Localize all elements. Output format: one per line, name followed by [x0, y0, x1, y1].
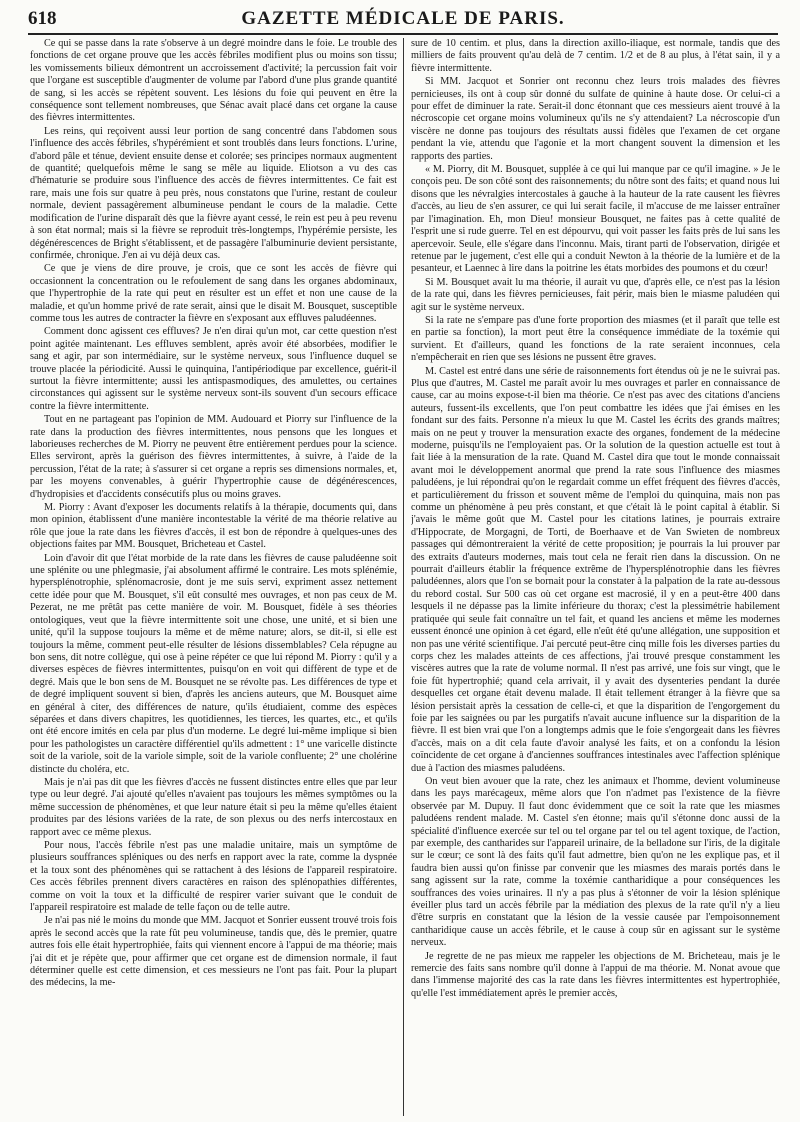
paragraph: Si la rate ne s'empare pas d'une forte proportion des miasmes (et il paraît que telle est en partie sa fonction), la mort peut être la conséquence immédiate de la toxémie qui survient. Et d'ailleurs, quand les fonctions de la rate seraient inconnues, cela n'empêcherait en rien que ses lésions ne pussent être graves. — [411, 314, 780, 364]
paragraph: M. Piorry : Avant d'exposer les documents relatifs à la thérapie, documents qui, dans mon opinion, établissent d'une manière incontestable la vérité de ma théorie relative au rôle que joue la rate dans les fièvres d'accès, il est bon de répondre à quelques-unes des objections faites par MM. Bousquet, Bricheteau et Castel. — [30, 502, 397, 551]
header-rule — [28, 33, 778, 35]
paragraph: Les reins, qui reçoivent aussi leur portion de sang concentré dans l'abdomen sous l'influence des accès fébriles, s'hypérémient et sont troublés dans leurs fonctions. L'urine, d'abord pâle et ténue, devient ensuite dense et colorée; ses principes normaux augmentent de quantité; quelquefois même le sang se mêle au liquide. Eliotson a vu des cas d'hématurie se produire sous l'influence des accès de fièvres intermittentes. Ce fait est rare, mais une fois sur quatre à peu près, nous constatons que l'urine, restant de couleur normale, devient passagèrement albumineuse pendant le cours de la maladie. Cette modification de l'urine disparaît dès que la fièvre ayant cessé, le rein est peu à peu revenu à son état normal; mais si la fièvre se reproduit très-longtemps, l'hypérémie persiste, les dégénérescences de Bright s'établissent, et de passagère l'albuminurie devient persistante, confirmée, chronique. J'en ai vu déjà deux cas. — [30, 125, 397, 261]
paragraph: Ce que je viens de dire prouve, je crois, que ce sont les accès de fièvre qui occasionnent la concentration ou le refoulement de sang dans les organes abdominaux, que l'hypertrophie de la rate qui peut en résulter est un effet et non une cause de la maladie, et qu'un homme privé de rate serait, ainsi que le disait M. Bousquet, susceptible comme tous les autres de contracter la fièvre en s'exposant aux effluves paludéennes. — [30, 263, 397, 324]
paragraph: On veut bien avouer que la rate, chez les animaux et l'homme, devient volumineuse dans les pays marécageux, même alors que l'on n'admet pas l'existence de la fièvre observée par M. Dupuy. Il faut donc évidemment que ce soit la rate que les miasmes paludéens rendent malade. M. Castel s'en étonne; mais qu'il s'étonne donc aussi de la spécialité d'influence exercée sur tel ou tel organe par tel ou tel agent toxique, de l'action, par exemple, des cantharides sur l'appareil urinaire, de la belladone sur l'iris, de la digitale sur le cœur; ce sont là des faits qu'il faut admettre, bien qu'on ne les explique pas, et il faudra bien aussi qu'on finisse par convenir que les miasmes des marais portés dans le sang agissent sur la rate, comme la toxémie cantharidique a pour conséquences les souffrances des voies urinaires. Il n'y a pas plus à s'étonner de voir la lésion splénique éveiller plus tard un accès fébrile par la médiation des plexus de la rate qu'il n'y a lieu d'être surpris en constatant que la lésion de la vessie causée par l'empoisonnement cantharidique cause un accès fébrile, et le cause à coup sûr en agissant sur le système nerveux. — [411, 775, 780, 949]
paragraph: sure de 10 centim. et plus, dans la direction axillo-iliaque, est normale, tandis que des milliers de faits prouvent qu'au delà de 7 centim. 1/2 et de 8 au plus, à l'état sain, il y a fièvre intermittente. — [411, 38, 780, 74]
paragraph: Si MM. Jacquot et Sonrier ont reconnu chez leurs trois malades des fièvres pernicieuses, ils ont à coup sûr donné du sulfate de quinine à haute dose. Or celui-ci a pour effet de diminuer la rate. Serait-il donc étonnant que ces messieurs aient trouvé à la nécroscopie cet organe moins volumineux qu'ils ne s'y attendaient? La nécroscopie d'un viscère ne donne pas toujours des résultats aussi fidèles que l'examen de cet organe pendant la vie, attendu que l'agonie et la mort changent souvent la dimension et les rapports des parties. — [411, 76, 780, 162]
left-column — [30, 38, 397, 1118]
paragraph: M. Castel est entré dans une série de raisonnements fort étendus où je ne le suivrai pas. Plus que d'autres, M. Castel me paraît avoir lu mes ouvrages et parler en connaissance de cause, car au moins expose-t-il bien ma théorie. Ce n'est pas avec des citations d'anciens auteurs, fussent-ils excellents, que l'on peut combattre les idées que j'ai émises en les fondant sur des faits. Personne n'a mieux lu que M. Castel les écrits des grands maîtres; mais on ne peut y trouver la mensuration exacte des organes, fondement de la médecine moderne, puisqu'ils ne l'employaient pas. Or la solution de la question actuelle est tout à fait liée à la mensuration de la rate. Quand M. Castel dira que tout le monde connaissait avant moi le développement anormal que prend la rate sous l'influence des miasmes paludéens, je lui répondrai qu'on le regardait comme un effet fréquent des fièvres d'accès, et particulièrement du frisson et souvent même de l'emploi du quinquina, mais non pas comme un phénomène à peu près constant, et que c'était là le point capital à établir. Si j'avais le même goût que M. Castel pour les citations latines, je pourrais extraire d'Hippocrate, de Morgagni, de Torti, de Boerhaave et de Van Swieten de nombreux passages qui démontreraient la vérité de cette proposition; je pourrais la lui prouver par des extraits d'auteurs modernes, mais tout cela ne ferait rien dans la discussion. On ne pourrait d'ailleurs établir la fréquence extrême de l'hypersplénotrophie dans les fièvres paludéennes, alors que l'on se bornait pour la constater à la palpation de la rate au-dessous du rebord costal. Sur 500 cas où cet organe est macrosié, il y en a peut-être 400 dans lesquels il ne dépasse pas la limite inférieure du thorax; c'est la plessimétrie habilement pratiquée qui seule fait connaître un tel fait, et quand les anciens et même les modernes eussent énoncé une opinion à cet égard, elle n'eût été qu'une allégation, une supposition et non pas une vérité scientifique. J'ai percuté peut-être cinq mille fois les diverses parties du corps chez les malades atteints de ces affections, j'ai trouvé presque constamment les viscères autres que la rate de volume normal. Il n'est pas arrivé, une fois sur vingt, que le foie fût hypertrophié; quand cela arrivait, il y avait des dysenteries pendant la durée desquelles cet organe était devenu malade. Il était tellement étranger à la fièvre que sa lésion persistait après la cessation de celle-ci, et que la disparition de l'engorgement du foie par les saignées ou par les purgatifs n'avait aucune influence sur la disparition de la fièvre. Il est bien vrai que l'on a longtemps admis que le foie s'engorgeait dans les fièvres d'accès, mais on a dit cela faute d'avoir analysé les faits, et on a confondu la lésion coïncidente de cet organe à d'anciennes souffrances intestinales avec l'affection splénique due à l'action des miasmes paludéens. — [411, 365, 780, 774]
paragraph: Si M. Bousquet avait lu ma théorie, il aurait vu que, d'après elle, ce n'est pas la lésion de la rate qui, dans les fièvres pernicieuses, fait périr, mais bien le miasme paludéen qui agit sur le système nerveux. — [411, 276, 780, 313]
paragraph: Loin d'avoir dit que l'état morbide de la rate dans les fièvres de cause paludéenne soit une splénite ou une phlegmasie, j'ai absolument affirmé le contraire. Les mots splénémie, hypersplénotrophie, splénomacrosie, dont je me suis servi, expriment assez nettement cette idée pour que M. Bousquet, s'il eût consulté mes ouvrages, et non pas ceux de M. Pezerat, ne me prêtât pas cette manière de voir. M. Bousquet, fidèle à ses théories ontologiques, veut que la fièvre intermittente soit une chose, une unité, et si bien une unité, qu'il la suppose toujours la même et de même nature; alors, se dit-il, si elle est toujours la même, comment peut-elle résulter de lésions dissemblables? Cela répugne au bon sens, dit notre collègue, qui ose à peine répéter ce que lui répond M. Piorry : qu'il y a diverses espèces de fièvres intermittentes, puisqu'on en voit qui diffèrent de type et de degré. Mais que le bon sens de M. Bousquet ne se révolte pas. Les différences de type et de degré impliquent souvent si bien, d'après les anciens auteurs, que M. Bousquet aime en général à citer, des différences de nature, qu'ils étudiaient, comme des espèces séparées et dans divers chapitres, les quotidiennes, les tierces, les quartes, etc., et qu'ils ont été encore imités en cela par plus d'un moderne. Le degré lui-même implique si bien pour les pathologistes un caractère différentiel qu'ils admettent : 1° une varicelle distincte soit de la variole, soit de la variole simple, soit de la variole confluente; 2° une cholérine distincte du choléra, etc. — [30, 552, 397, 775]
paragraph: Comment donc agissent ces effluves? Je n'en dirai qu'un mot, car cette question n'est point agitée maintenant. Les effluves semblent, après avoir été absorbées, modifier le sang et agir, par son intermédiaire, sur le système nerveux, sous l'influence duquel se trouve placée la périodicité. Aussi le quinquina, l'antipériodique par excellence, guérit-il surtout la fièvre intermittente; aussi les antispasmodiques, des amulettes, ou certaines circonstances qui agissent sur le système nerveux sont-ils souvent d'un secours efficace contre la fièvre intermittente. — [30, 326, 397, 412]
journal-title: GAZETTE MÉDICALE DE PARIS. — [241, 8, 565, 29]
page-number: 618 — [28, 8, 57, 29]
paragraph: Ce qui se passe dans la rate s'observe à un degré moindre dans le foie. Le trouble des fonctions de cet organe prouve que les accès fébriles modifient plus ou moins son tissu; les vomissements bilieux démontrent un accroissement d'activité; la percussion fait voir que l'organe est susceptible d'augmenter de volume par l'abord d'une plus grande quantité de sang, si les accès se répètent souvent. Les lésions du foie qui peuvent en être la conséquence sont tellement nombreuses, que Sénac avait placé dans cet organe la cause des fièvres intermittentes. — [30, 38, 397, 124]
paragraph: Je n'ai pas nié le moins du monde que MM. Jacquot et Sonrier eussent trouvé trois fois après le second accès que la rate fût peu volumineuse, tandis que, dès le premier, quatre autres fois elle était hypertrophiée, faits qui viennent encore à l'appui de ma théorie; mais j'ai dit et je répète que, pour affirmer que cet organe est de dimension normale, il faut déterminer quelle est cette dimension, et ces messieurs ne l'ont pas fait. Pour la plupart des médecins, la me- — [30, 915, 397, 989]
page-header — [28, 8, 778, 36]
paragraph: Tout en ne partageant pas l'opinion de MM. Audouard et Piorry sur l'influence de la rate dans la production des fièvres intermittentes, nous pensons que les longues et laborieuses recherches de M. Piorry ne peuvent être entièrement perdues pour la science. Elles serviront, après la guérison des fièvres intermittentes, à suivre, à l'aide de la percussion, l'état de la rate; à s'assurer si cet organe a repris ses dimensions normales, et, par les moyens convenables, à guérir l'hypertrophie cause de dégénérescences, d'hydropisies et d'accidents consécutifs plus ou moins graves. — [30, 414, 397, 500]
paragraph: Je regrette de ne pas mieux me rappeler les objections de M. Bricheteau, mais je le remercie des faits sans nombre qu'il donne à l'appui de ma théorie. M. Nonat avoue que dans l'immense majorité des cas la rate dans les fièvres intermittentes est hypertrophiée, qu'elle l'est immédiatement après le premier accès, — [411, 950, 780, 999]
column-divider — [403, 38, 404, 1116]
paragraph: Mais je n'ai pas dit que les fièvres d'accès ne fussent distinctes entre elles que par leur type ou leur degré. J'ai ajouté qu'elles n'avaient pas toujours les mêmes symptômes ou la même succession de phénomènes, et que leur nature était si peu la même qu'elles étaient produites par des lésions variées de la rate, de son plexus ou des nerfs intercostaux en rapport avec ce même plexus. — [30, 776, 397, 838]
paragraph: Pour nous, l'accès fébrile n'est pas une maladie unitaire, mais un symptôme de plusieurs souffrances spléniques ou des nerfs en rapport avec la rate, comme la dyspnée et la toux sont des phénomènes qui se rattachent à des lésions de l'appareil respiratoire. Ces accès fébriles prennent divers caractères en raison des splénopathies différentes, comme on voit la toux et la difficulté de respirer varier suivant que le conduit de l'appareil respiratoire est malade de telle façon ou de telle autre. — [30, 840, 397, 914]
paragraph: « M. Piorry, dit M. Bousquet, supplée à ce qui lui manque par ce qu'il imagine. » Je le conçois peu. De son côté sont des raisonnements; du nôtre sont des faits; et quand nous lui disons que les névralgies intercostales à gauche à la hauteur de la rate causent les fièvres d'accès, au lieu de s'en assurer, ce qui lui serait facile, il m'accuse de me laisser entraîner par l'imagination. Eh, mon Dieu! monsieur Bousquet, ne faites pas à cette qualité de l'esprit une si rude guerre. Tel en est dépourvu, qui voit passer les faits près de lui sans les apercevoir. Seule, elle s'égare dans l'inconnu. Mais, tirant parti de l'observation, dirigée et retenue par le jugement, c'est elle qui a conduit Newton à la théorie de la lumière et de la pesanteur, et Laennec à lire dans la poitrine les états morbides des poumons et du cœur! — [411, 164, 780, 275]
right-column — [411, 38, 780, 1118]
